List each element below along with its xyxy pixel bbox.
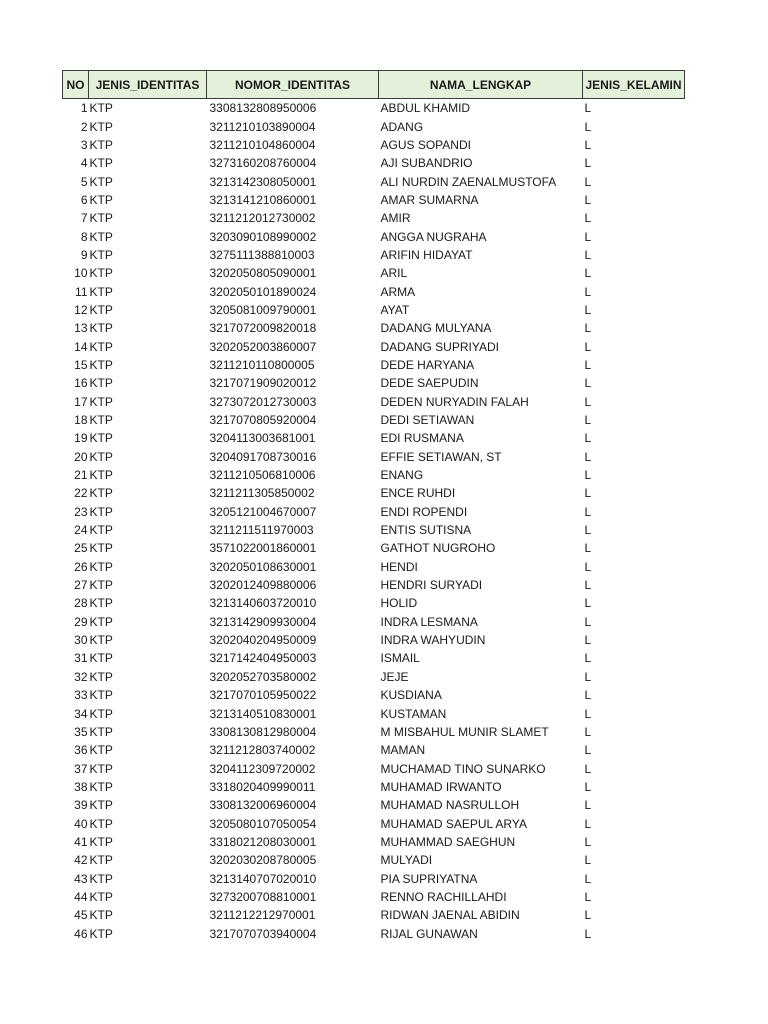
nomor-identitas-cell: 3217070805920004	[209, 413, 317, 428]
jenis-identitas-cell: KTP	[89, 798, 113, 813]
table-row	[63, 117, 685, 135]
nomor-identitas-cell: 3217071909020012	[209, 376, 317, 391]
row-number: 21	[74, 468, 88, 483]
jenis-kelamin-cell: L	[584, 321, 592, 336]
nomor-identitas-cell: 3211211305850002	[209, 486, 315, 501]
nomor-identitas-cell: 3202052003860007	[209, 339, 317, 354]
nomor-identitas-cell: 3308130812980004	[209, 724, 317, 739]
row-number: 45	[74, 908, 88, 923]
table-row	[63, 906, 685, 924]
nomor-identitas-cell: 3205121004670007	[209, 504, 317, 519]
jenis-kelamin-cell: L	[584, 229, 592, 244]
table-row	[63, 282, 685, 300]
table-row	[63, 154, 685, 172]
row-number: 33	[74, 688, 88, 703]
nomor-identitas-cell: 3205081009790001	[209, 302, 317, 317]
row-number: 20	[74, 449, 88, 464]
row-number: 19	[74, 431, 88, 446]
table-row	[63, 686, 685, 704]
table-row	[63, 649, 685, 667]
nama-lengkap-cell: ENTIS SUTISNA	[380, 523, 472, 538]
nomor-identitas-cell: 3202050101890024	[209, 284, 317, 299]
jenis-identitas-cell: KTP	[89, 853, 113, 868]
nama-lengkap-cell: DEDE SAEPUDIN	[380, 376, 479, 391]
table-row	[63, 411, 685, 429]
jenis-kelamin-cell: L	[584, 357, 592, 372]
jenis-kelamin-cell: L	[584, 486, 592, 501]
jenis-identitas-cell: KTP	[89, 394, 113, 409]
table-row	[63, 558, 685, 576]
jenis-kelamin-cell: L	[584, 211, 592, 226]
nama-lengkap-cell: AYAT	[380, 302, 410, 317]
nama-lengkap-cell: AGUS SOPANDI	[380, 137, 471, 152]
table-row	[63, 741, 685, 759]
row-number: 38	[74, 779, 88, 794]
jenis-identitas-cell: KTP	[89, 302, 113, 317]
jenis-kelamin-cell: L	[584, 523, 592, 538]
row-number: 39	[74, 798, 88, 813]
jenis-kelamin-cell: L	[584, 431, 592, 446]
nama-lengkap-cell: MUHAMAD NASRULLOH	[380, 798, 520, 813]
jenis-identitas-cell: KTP	[89, 871, 113, 886]
jenis-kelamin-cell: L	[584, 174, 592, 189]
row-number: 44	[74, 889, 88, 904]
nomor-identitas-cell: 3273160208760004	[209, 156, 317, 171]
table-row	[63, 319, 685, 337]
table-row	[63, 668, 685, 686]
jenis-identitas-cell: KTP	[89, 614, 113, 629]
table-row	[63, 869, 685, 887]
nomor-identitas-cell: 3213140510830001	[209, 706, 317, 721]
jenis-identitas-cell: KTP	[89, 247, 113, 262]
nomor-identitas-cell: 3273072012730003	[209, 394, 317, 409]
nomor-identitas-cell: 3217072009820018	[209, 321, 317, 336]
row-number: 2	[80, 119, 88, 134]
jenis-identitas-cell: KTP	[89, 192, 113, 207]
nama-lengkap-cell: AJI SUBANDRIO	[380, 156, 473, 171]
nama-lengkap-cell: INDRA LESMANA	[380, 614, 478, 629]
jenis-kelamin-cell: L	[584, 724, 592, 739]
table-row	[63, 888, 685, 906]
row-number: 35	[74, 724, 88, 739]
nama-lengkap-cell: ENCE RUHDI	[380, 486, 456, 501]
jenis-identitas-cell: KTP	[89, 376, 113, 391]
table-row	[63, 814, 685, 832]
header-no: NO	[63, 71, 89, 99]
jenis-kelamin-cell: L	[584, 633, 592, 648]
jenis-identitas-cell: KTP	[89, 357, 113, 372]
nomor-identitas-cell: 3213140603720010	[209, 596, 317, 611]
table-row	[63, 227, 685, 245]
row-number: 32	[74, 669, 88, 684]
table-row	[63, 466, 685, 484]
nama-lengkap-cell: MUHAMMAD SAEGHUN	[380, 834, 516, 849]
table-row	[63, 246, 685, 264]
nama-lengkap-cell: EFFIE SETIAWAN, ST	[380, 449, 502, 464]
table-row	[63, 99, 685, 118]
jenis-identitas-cell: KTP	[89, 559, 113, 574]
nomor-identitas-cell: 3202050108630001	[209, 559, 317, 574]
nama-lengkap-cell: ENDI ROPENDI	[380, 504, 468, 519]
jenis-identitas-cell: KTP	[89, 706, 113, 721]
nomor-identitas-cell: 3202012409880006	[209, 578, 317, 593]
jenis-identitas-cell: KTP	[89, 174, 113, 189]
table-row	[63, 172, 685, 190]
spreadsheet-page	[62, 70, 685, 943]
nomor-identitas-cell: 3205080107050054	[209, 816, 317, 831]
table-header	[63, 71, 685, 99]
row-number: 28	[74, 596, 88, 611]
jenis-kelamin-cell: L	[584, 541, 592, 556]
row-number: 31	[74, 651, 88, 666]
nomor-identitas-cell: 3217070105950022	[209, 688, 317, 703]
jenis-identitas-cell: KTP	[89, 339, 113, 354]
jenis-identitas-cell: KTP	[89, 156, 113, 171]
row-number: 3	[80, 137, 88, 152]
table-row	[63, 374, 685, 392]
nama-lengkap-cell: ARMA	[380, 284, 416, 299]
row-number: 17	[74, 394, 88, 409]
nama-lengkap-cell: JEJE	[380, 669, 409, 684]
table-row	[63, 448, 685, 466]
nomor-identitas-cell: 3213141210860001	[209, 192, 317, 207]
jenis-identitas-cell: KTP	[89, 633, 113, 648]
nomor-identitas-cell: 3217070703940004	[209, 926, 317, 941]
nama-lengkap-cell: DEDI SETIAWAN	[380, 413, 475, 428]
jenis-identitas-cell: KTP	[89, 816, 113, 831]
jenis-kelamin-cell: L	[584, 614, 592, 629]
row-number: 8	[80, 229, 88, 244]
nama-lengkap-cell: PIA SUPRIYATNA	[380, 871, 478, 886]
jenis-kelamin-cell: L	[584, 889, 592, 904]
jenis-identitas-cell: KTP	[89, 504, 113, 519]
nomor-identitas-cell: 3202052703580002	[209, 669, 317, 684]
row-number: 5	[80, 174, 88, 189]
nomor-identitas-cell: 3273200708810001	[209, 889, 317, 904]
nomor-identitas-cell: 3308132808950006	[209, 101, 317, 116]
table-row	[63, 356, 685, 374]
table-row	[63, 796, 685, 814]
nomor-identitas-cell: 3211210506810006	[209, 468, 316, 483]
row-number: 18	[74, 413, 88, 428]
jenis-kelamin-cell: L	[584, 247, 592, 262]
identity-table	[62, 70, 685, 943]
table-row	[63, 264, 685, 282]
nama-lengkap-cell: RENNO RACHILLAHDI	[380, 889, 507, 904]
nomor-identitas-cell: 3217142404950003	[209, 651, 317, 666]
nama-lengkap-cell: HOLID	[380, 596, 418, 611]
table-row	[63, 704, 685, 722]
jenis-kelamin-cell: L	[584, 449, 592, 464]
table-row	[63, 301, 685, 319]
row-number: 30	[74, 633, 88, 648]
jenis-identitas-cell: KTP	[89, 889, 113, 904]
nomor-identitas-cell: 3213140707020010	[209, 871, 317, 886]
jenis-identitas-cell: KTP	[89, 596, 113, 611]
row-number: 41	[74, 834, 88, 849]
header-jenis-kelamin: JENIS_KELAMIN	[583, 71, 685, 99]
jenis-identitas-cell: KTP	[89, 284, 113, 299]
nama-lengkap-cell: EDI RUSMANA	[380, 431, 464, 446]
jenis-kelamin-cell: L	[584, 559, 592, 574]
nomor-identitas-cell: 3213142909930004	[209, 614, 317, 629]
jenis-identitas-cell: KTP	[89, 431, 113, 446]
nomor-identitas-cell: 3275111388810003	[209, 247, 315, 262]
row-number: 24	[74, 523, 88, 538]
table-row	[63, 393, 685, 411]
nama-lengkap-cell: KUSDIANA	[380, 688, 442, 703]
row-number: 4	[80, 156, 88, 171]
nama-lengkap-cell: MUCHAMAD TINO SUNARKO	[380, 761, 546, 776]
jenis-kelamin-cell: L	[584, 284, 592, 299]
nama-lengkap-cell: M MISBAHUL MUNIR SLAMET	[380, 724, 549, 739]
jenis-kelamin-cell: L	[584, 908, 592, 923]
nama-lengkap-cell: MAMAN	[380, 743, 426, 758]
jenis-identitas-cell: KTP	[89, 137, 113, 152]
nomor-identitas-cell: 3203090108990002	[209, 229, 317, 244]
table-row	[63, 539, 685, 557]
nama-lengkap-cell: INDRA WAHYUDIN	[380, 633, 486, 648]
jenis-kelamin-cell: L	[584, 413, 592, 428]
jenis-kelamin-cell: L	[584, 376, 592, 391]
table-row	[63, 778, 685, 796]
jenis-identitas-cell: KTP	[89, 743, 113, 758]
nama-lengkap-cell: ALI NURDIN ZAENALMUSTOFA	[380, 174, 557, 189]
row-number: 6	[80, 192, 88, 207]
nomor-identitas-cell: 3202040204950009	[209, 633, 317, 648]
jenis-identitas-cell: KTP	[89, 761, 113, 776]
jenis-kelamin-cell: L	[584, 779, 592, 794]
nomor-identitas-cell: 3211210104860004	[209, 137, 316, 152]
row-number: 13	[74, 321, 88, 336]
jenis-kelamin-cell: L	[584, 669, 592, 684]
jenis-identitas-cell: KTP	[89, 119, 113, 134]
jenis-identitas-cell: KTP	[89, 578, 113, 593]
nama-lengkap-cell: MUHAMAD SAEPUL ARYA	[380, 816, 527, 831]
table-row	[63, 484, 685, 502]
jenis-kelamin-cell: L	[584, 578, 592, 593]
nama-lengkap-cell: ANGGA NUGRAHA	[380, 229, 487, 244]
table-row	[63, 576, 685, 594]
row-number: 42	[74, 853, 88, 868]
row-number: 14	[74, 339, 88, 354]
row-number: 34	[74, 706, 88, 721]
nomor-identitas-cell: 3213142308050001	[209, 174, 317, 189]
jenis-identitas-cell: KTP	[89, 266, 113, 281]
jenis-kelamin-cell: L	[584, 853, 592, 868]
jenis-identitas-cell: KTP	[89, 101, 113, 116]
jenis-kelamin-cell: L	[584, 137, 592, 152]
nomor-identitas-cell: 3211212012730002	[209, 211, 316, 226]
nomor-identitas-cell: 3202050805090001	[209, 266, 317, 281]
nama-lengkap-cell: DEDEN NURYADIN FALAH	[380, 394, 529, 409]
nama-lengkap-cell: ISMAIL	[380, 651, 420, 666]
jenis-kelamin-cell: L	[584, 688, 592, 703]
nomor-identitas-cell: 3204112309720002	[209, 761, 316, 776]
table-row	[63, 429, 685, 447]
nama-lengkap-cell: DEDE HARYANA	[380, 357, 475, 372]
table-body	[63, 99, 685, 943]
nama-lengkap-cell: KUSTAMAN	[380, 706, 447, 721]
nomor-identitas-cell: 3318020409990011	[209, 779, 316, 794]
jenis-kelamin-cell: L	[584, 761, 592, 776]
nama-lengkap-cell: RIJAL GUNAWAN	[380, 926, 478, 941]
jenis-identitas-cell: KTP	[89, 413, 113, 428]
jenis-kelamin-cell: L	[584, 468, 592, 483]
row-number: 46	[74, 926, 88, 941]
jenis-identitas-cell: KTP	[89, 321, 113, 336]
header-nama-lengkap: NAMA_LENGKAP	[379, 71, 583, 99]
row-number: 7	[80, 211, 88, 226]
jenis-identitas-cell: KTP	[89, 541, 113, 556]
table-row	[63, 594, 685, 612]
nomor-identitas-cell: 3211212803740002	[209, 743, 316, 758]
jenis-identitas-cell: KTP	[89, 908, 113, 923]
nomor-identitas-cell: 3202030208780005	[209, 853, 317, 868]
jenis-kelamin-cell: L	[584, 706, 592, 721]
nomor-identitas-cell: 3318021208030001	[209, 834, 317, 849]
jenis-identitas-cell: KTP	[89, 779, 113, 794]
nama-lengkap-cell: ADANG	[380, 119, 424, 134]
nomor-identitas-cell: 3211212212970001	[209, 908, 316, 923]
header-nomor-identitas: NOMOR_IDENTITAS	[207, 71, 379, 99]
jenis-kelamin-cell: L	[584, 266, 592, 281]
table-row	[63, 503, 685, 521]
nomor-identitas-cell: 3308132006960004	[209, 798, 317, 813]
jenis-identitas-cell: KTP	[89, 724, 113, 739]
row-number: 25	[74, 541, 88, 556]
table-row	[63, 521, 685, 539]
row-number: 10	[74, 266, 88, 281]
header-row	[63, 71, 685, 99]
nomor-identitas-cell: 3204113003681001	[209, 431, 316, 446]
nama-lengkap-cell: GATHOT NUGROHO	[380, 541, 496, 556]
jenis-kelamin-cell: L	[584, 156, 592, 171]
jenis-kelamin-cell: L	[584, 339, 592, 354]
row-number: 40	[74, 816, 88, 831]
table-row	[63, 136, 685, 154]
jenis-identitas-cell: KTP	[89, 486, 113, 501]
jenis-kelamin-cell: L	[584, 816, 592, 831]
nama-lengkap-cell: MULYADI	[380, 853, 433, 868]
row-number: 23	[74, 504, 88, 519]
row-number: 22	[74, 486, 88, 501]
jenis-kelamin-cell: L	[584, 302, 592, 317]
row-number: 43	[74, 871, 88, 886]
table-row	[63, 924, 685, 942]
jenis-identitas-cell: KTP	[89, 468, 113, 483]
jenis-identitas-cell: KTP	[89, 651, 113, 666]
row-number: 37	[74, 761, 88, 776]
jenis-identitas-cell: KTP	[89, 449, 113, 464]
jenis-identitas-cell: KTP	[89, 229, 113, 244]
nama-lengkap-cell: HENDRI SURYADI	[380, 578, 483, 593]
nama-lengkap-cell: RIDWAN JAENAL ABIDIN	[380, 908, 520, 923]
row-number: 27	[74, 578, 88, 593]
row-number: 9	[80, 247, 88, 262]
row-number: 12	[74, 302, 88, 317]
table-row	[63, 613, 685, 631]
jenis-kelamin-cell: L	[584, 119, 592, 134]
nomor-identitas-cell: 3211211511970003	[209, 523, 314, 538]
jenis-identitas-cell: KTP	[89, 523, 113, 538]
table-row	[63, 851, 685, 869]
row-number: 26	[74, 559, 88, 574]
jenis-kelamin-cell: L	[584, 596, 592, 611]
table-row	[63, 631, 685, 649]
row-number: 16	[74, 376, 88, 391]
nama-lengkap-cell: ARIL	[380, 266, 408, 281]
jenis-identitas-cell: KTP	[89, 688, 113, 703]
jenis-kelamin-cell: L	[584, 834, 592, 849]
jenis-kelamin-cell: L	[584, 394, 592, 409]
jenis-identitas-cell: KTP	[89, 834, 113, 849]
nama-lengkap-cell: ENANG	[380, 468, 424, 483]
table-row	[63, 337, 685, 355]
jenis-kelamin-cell: L	[584, 871, 592, 886]
jenis-kelamin-cell: L	[584, 743, 592, 758]
jenis-kelamin-cell: L	[584, 504, 592, 519]
row-number: 11	[75, 284, 88, 299]
nomor-identitas-cell: 3211210103890004	[209, 119, 316, 134]
nama-lengkap-cell: ABDUL KHAMID	[380, 101, 471, 116]
row-number: 36	[74, 743, 88, 758]
jenis-kelamin-cell: L	[584, 798, 592, 813]
table-row	[63, 723, 685, 741]
jenis-kelamin-cell: L	[584, 192, 592, 207]
header-jenis-identitas: JENIS_IDENTITAS	[89, 71, 207, 99]
table-row	[63, 191, 685, 209]
jenis-identitas-cell: KTP	[89, 669, 113, 684]
jenis-identitas-cell: KTP	[89, 211, 113, 226]
table-row	[63, 759, 685, 777]
jenis-kelamin-cell: L	[584, 651, 592, 666]
nomor-identitas-cell: 3211210110800005	[209, 357, 315, 372]
nama-lengkap-cell: ARIFIN HIDAYAT	[380, 247, 473, 262]
nama-lengkap-cell: DADANG SUPRIYADI	[380, 339, 499, 354]
row-number: 29	[74, 614, 88, 629]
jenis-kelamin-cell: L	[584, 101, 592, 116]
row-number: 1	[80, 101, 88, 116]
nama-lengkap-cell: AMIR	[380, 211, 411, 226]
table-row	[63, 833, 685, 851]
row-number: 15	[74, 357, 88, 372]
nama-lengkap-cell: HENDI	[380, 559, 418, 574]
nama-lengkap-cell: DADANG MULYANA	[380, 321, 492, 336]
jenis-identitas-cell: KTP	[89, 926, 113, 941]
nomor-identitas-cell: 3204091708730016	[209, 449, 317, 464]
nomor-identitas-cell: 3571022001860001	[209, 541, 317, 556]
nama-lengkap-cell: AMAR SUMARNA	[380, 192, 479, 207]
nama-lengkap-cell: MUHAMAD IRWANTO	[380, 779, 502, 794]
jenis-kelamin-cell: L	[584, 926, 592, 941]
table-row	[63, 209, 685, 227]
